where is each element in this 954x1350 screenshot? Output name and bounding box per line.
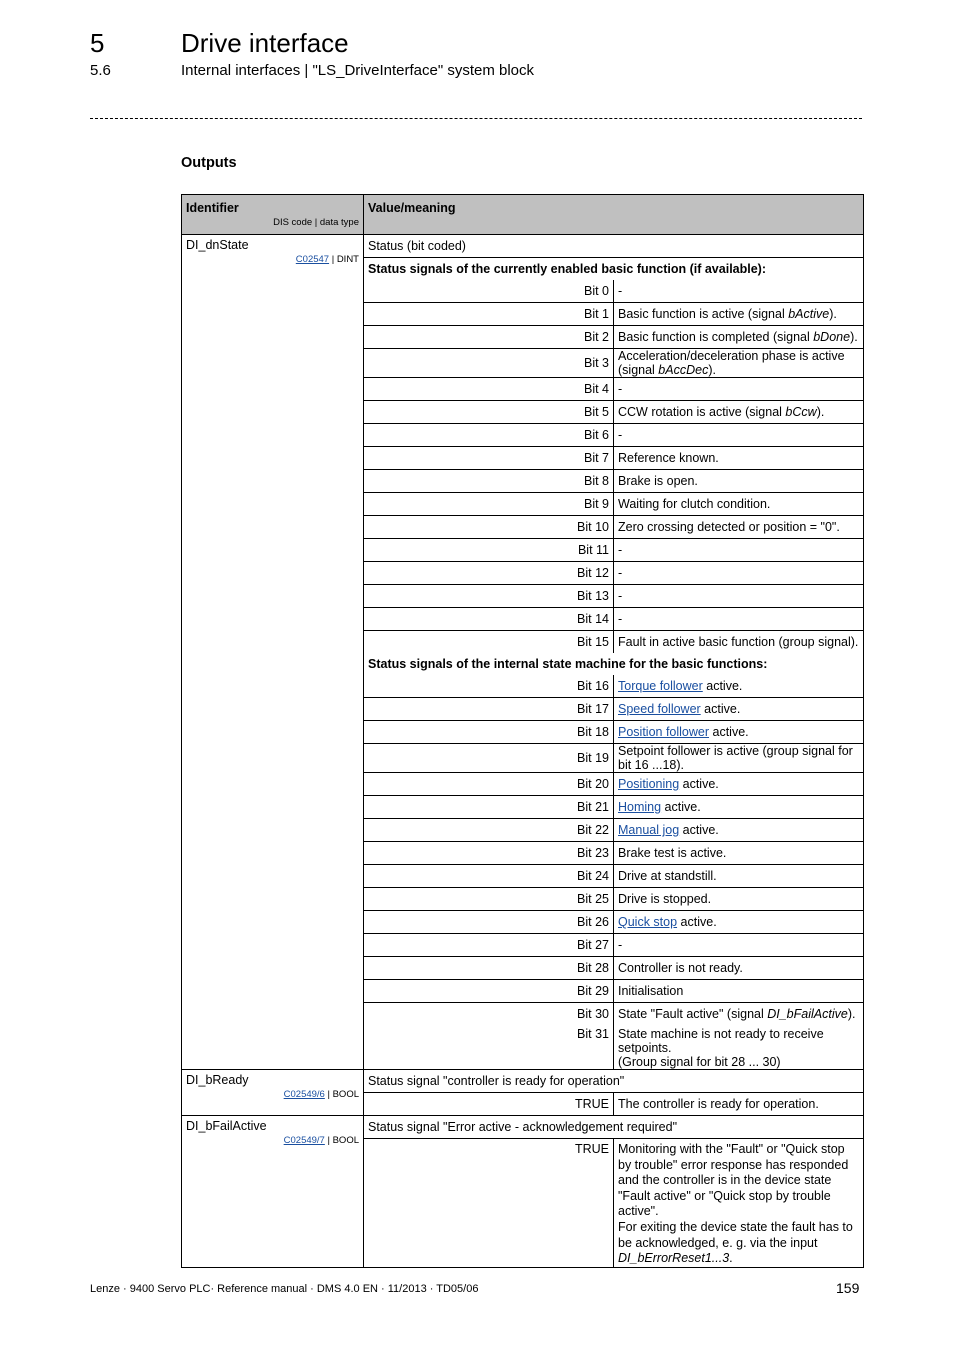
bit-meaning-suffix: active. <box>679 777 719 791</box>
bit-label: Bit 26 <box>364 911 614 934</box>
value-table <box>364 1116 863 1267</box>
identifier-header <box>182 195 364 235</box>
bit-meaning-text: Basic function is active (signal <box>618 307 789 321</box>
chapter-title: Drive interface <box>181 28 349 58</box>
data-type: | BOOL <box>324 1135 359 1146</box>
bit-label: Bit 8 <box>364 470 614 493</box>
bit-meaning <box>614 796 864 819</box>
bit-meaning <box>614 303 864 326</box>
dis-code-link[interactable]: C02549/6 <box>283 1089 325 1100</box>
bit-label: Bit 23 <box>364 842 614 865</box>
bit-label: Bit 16 <box>364 675 614 698</box>
list-item <box>364 608 863 631</box>
bit-meaning: Waiting for clutch condition. <box>614 493 864 516</box>
bit-meaning-suffix: ). <box>847 1007 856 1021</box>
signal-name: bCcw <box>785 405 817 419</box>
list-item <box>364 675 863 698</box>
bit-meaning <box>614 401 864 424</box>
bit-meaning: - <box>614 585 864 608</box>
bit-meaning <box>614 326 864 349</box>
chapter-number: 5 <box>90 28 105 58</box>
bit-meaning <box>614 1025 864 1069</box>
table-row <box>182 235 864 1070</box>
bit-meaning: Initialisation <box>614 980 864 1003</box>
table-header-row <box>182 195 864 235</box>
bit-label: Bit 30 <box>364 1003 614 1026</box>
bit-meaning-line: (Group signal for bit 28 ... 30) <box>618 1055 781 1069</box>
value-label: TRUE <box>364 1093 614 1116</box>
list-item <box>364 698 863 721</box>
bit-label: Bit 14 <box>364 608 614 631</box>
list-item <box>364 865 863 888</box>
bit-meaning-text: Basic function is completed (signal <box>618 330 814 344</box>
meaning-paragraph: Monitoring with the "Fault" or "Quick stop by trouble" error response has responded and the controller is in the device state "Fault active" or "Quick stop by trouble active". <box>618 1142 849 1219</box>
bit-meaning <box>614 773 864 796</box>
dis-code-link[interactable]: C02547 <box>295 254 330 265</box>
function-link[interactable]: Positioning <box>618 777 680 791</box>
identifier-cell <box>182 1116 364 1268</box>
data-type: | DINT <box>329 254 359 265</box>
identifier-name: DI_bReady <box>186 1073 249 1087</box>
bit-meaning-suffix: ). <box>850 330 858 344</box>
bit-label: Bit 24 <box>364 865 614 888</box>
value-cell <box>364 235 864 1070</box>
signal-name: DI_bFailActive <box>767 1007 848 1021</box>
list-item <box>364 378 863 401</box>
list-item <box>364 744 863 773</box>
list-item <box>364 842 863 865</box>
identifier-cell <box>182 1070 364 1116</box>
bit-label: Bit 6 <box>364 424 614 447</box>
bit-meaning: - <box>614 562 864 585</box>
list-item <box>364 424 863 447</box>
bit-label: Bit 20 <box>364 773 614 796</box>
bit-meaning-suffix: active. <box>677 915 717 929</box>
list-item <box>364 1025 863 1069</box>
bit-meaning <box>614 721 864 744</box>
header-divider <box>90 118 862 119</box>
list-item <box>364 585 863 608</box>
bit-group-2 <box>364 675 863 1025</box>
dis-code-link[interactable]: C02549/7 <box>283 1135 325 1146</box>
bit-meaning: Controller is not ready. <box>614 957 864 980</box>
bit-meaning-suffix: ). <box>816 405 825 419</box>
list-item <box>364 401 863 424</box>
bit-label: Bit 29 <box>364 980 614 1003</box>
data-type: | BOOL <box>324 1089 359 1100</box>
identifier-cell <box>182 235 364 1070</box>
function-link[interactable]: Torque follower <box>618 679 703 693</box>
bit-meaning: - <box>614 934 864 957</box>
value-header <box>364 195 864 235</box>
bit-meaning-line: State machine is not ready to receive setpoints. <box>618 1027 824 1055</box>
bit-meaning: Brake is open. <box>614 470 864 493</box>
meaning-paragraph: For exiting the device state the fault has to be acknowledged, e. g. via the input <box>618 1219 853 1250</box>
identifier-name: DI_bFailActive <box>186 1119 267 1133</box>
bit-label: Bit 27 <box>364 934 614 957</box>
summary: Status signal "controller is ready for operation" <box>368 1074 625 1088</box>
group-heading: Status signals of the currently enabled basic function (if available): <box>364 258 863 281</box>
bit-meaning-suffix: ). <box>829 307 837 321</box>
bit-meaning-suffix: active. <box>661 800 701 814</box>
list-item <box>364 796 863 819</box>
bit-label: Bit 0 <box>364 280 614 303</box>
bit-meaning: Setpoint follower is active (group signal for bit 16 ...18). <box>614 744 864 773</box>
bit-meaning: Fault in active basic function (group signal). <box>614 631 864 654</box>
bit-label: Bit 28 <box>364 957 614 980</box>
bit-meaning <box>614 675 864 698</box>
bit-meaning-text: State "Fault active" (signal <box>618 1007 768 1021</box>
bit-meaning <box>614 1003 864 1026</box>
bit-label: Bit 15 <box>364 631 614 654</box>
bit-label: Bit 19 <box>364 744 614 773</box>
bit-meaning <box>614 819 864 842</box>
list-item <box>364 773 863 796</box>
value-label: TRUE <box>364 1139 614 1267</box>
group-heading: Status signals of the internal state machine for the basic functions: <box>368 657 768 671</box>
bit-group-1 <box>364 280 863 653</box>
footer-text: Lenze · 9400 Servo PLC· Reference manual · DMS 4.0 EN · 11/2013 · TD05/06 <box>90 1283 479 1295</box>
bit-meaning: - <box>614 539 864 562</box>
bit-meaning-text: Acceleration/deceleration phase is active (signal <box>618 349 845 377</box>
bit-label: Bit 11 <box>364 539 614 562</box>
list-item <box>364 1093 863 1116</box>
bit-label: Bit 13 <box>364 585 614 608</box>
bit-meaning: Zero crossing detected or position = "0". <box>614 516 864 539</box>
meaning-suffix: . <box>729 1251 733 1266</box>
bit-meaning-suffix: active. <box>679 823 719 837</box>
bit-meaning-suffix: ). <box>708 363 716 377</box>
list-item <box>364 888 863 911</box>
bit-label: Bit 25 <box>364 888 614 911</box>
section-title: Internal interfaces | "LS_DriveInterface" system block <box>181 62 535 79</box>
identifier-header-label: Identifier <box>186 201 239 215</box>
bit-meaning: Reference known. <box>614 447 864 470</box>
bit-label: Bit 22 <box>364 819 614 842</box>
list-item <box>364 447 863 470</box>
bit-meaning-text: CCW rotation is active (signal <box>618 405 786 419</box>
summary: Status signal "Error active - acknowledgement required" <box>368 1120 678 1134</box>
section-heading: Outputs <box>181 155 237 171</box>
list-item <box>364 516 863 539</box>
bit-label: Bit 3 <box>364 349 614 378</box>
bit-label: Bit 17 <box>364 698 614 721</box>
list-item <box>364 1139 863 1267</box>
bit-meaning: Brake test is active. <box>614 842 864 865</box>
list-item <box>364 819 863 842</box>
list-item <box>364 280 863 303</box>
value-table <box>364 1070 863 1115</box>
signal-name: DI_bErrorReset1...3 <box>618 1251 730 1266</box>
table-row <box>182 1070 864 1116</box>
summary: Status (bit coded) <box>368 239 466 253</box>
bit-table <box>364 235 863 1069</box>
outputs-table <box>181 194 864 1268</box>
bit-label: Bit 2 <box>364 326 614 349</box>
bit-label: Bit 1 <box>364 303 614 326</box>
bit-label: Bit 4 <box>364 378 614 401</box>
bit-meaning-suffix: active. <box>709 725 749 739</box>
list-item <box>364 934 863 957</box>
signal-name: bActive <box>788 307 830 321</box>
dis-code <box>182 1133 363 1146</box>
value-header-label: Value/meaning <box>368 201 456 215</box>
list-item <box>364 493 863 516</box>
list-item <box>364 539 863 562</box>
value-meaning <box>614 1139 864 1267</box>
bit-meaning <box>614 911 864 934</box>
value-cell <box>364 1116 864 1268</box>
function-link[interactable]: Manual jog <box>618 823 680 837</box>
value-meaning: The controller is ready for operation. <box>614 1093 864 1116</box>
bit-meaning: Drive is stopped. <box>614 888 864 911</box>
function-link[interactable]: Homing <box>618 800 662 814</box>
bit-label: Bit 18 <box>364 721 614 744</box>
identifier-name: DI_dnState <box>186 238 249 252</box>
bit-meaning-suffix: active. <box>700 702 741 716</box>
identifier-header-sub: DIS code | data type <box>273 217 359 228</box>
table-row <box>182 1116 864 1268</box>
list-item <box>364 326 863 349</box>
signal-name: bDone <box>813 330 851 344</box>
dis-code <box>182 252 363 265</box>
bit-label: Bit 7 <box>364 447 614 470</box>
bit-meaning <box>614 698 864 721</box>
bit-label: Bit 21 <box>364 796 614 819</box>
bit-meaning: - <box>618 284 623 298</box>
list-item <box>364 980 863 1003</box>
bit-meaning: - <box>614 424 864 447</box>
dis-code <box>182 1087 363 1100</box>
list-item <box>364 721 863 744</box>
function-link[interactable]: Quick stop <box>618 915 678 929</box>
section-number: 5.6 <box>90 62 111 79</box>
signal-name: bAccDec <box>658 363 709 377</box>
value-cell <box>364 1070 864 1116</box>
bit-meaning: Drive at standstill. <box>614 865 864 888</box>
list-item <box>364 957 863 980</box>
function-link[interactable]: Speed follower <box>618 702 701 716</box>
bit-meaning: - <box>614 608 864 631</box>
bit-meaning <box>614 349 864 378</box>
bit-label: Bit 9 <box>364 493 614 516</box>
list-item <box>364 911 863 934</box>
list-item <box>364 349 863 378</box>
page-number: 159 <box>836 1280 860 1296</box>
list-item <box>364 303 863 326</box>
list-item <box>364 1003 863 1026</box>
list-item <box>364 562 863 585</box>
function-link[interactable]: Position follower <box>618 725 710 739</box>
bit-meaning-suffix: active. <box>702 679 743 693</box>
list-item <box>364 470 863 493</box>
bit-meaning: - <box>614 378 864 401</box>
bit-label: Bit 31 <box>364 1025 614 1069</box>
bit-label: Bit 10 <box>364 516 614 539</box>
bit-label: Bit 12 <box>364 562 614 585</box>
bit-label: Bit 5 <box>364 401 614 424</box>
list-item <box>364 631 863 654</box>
